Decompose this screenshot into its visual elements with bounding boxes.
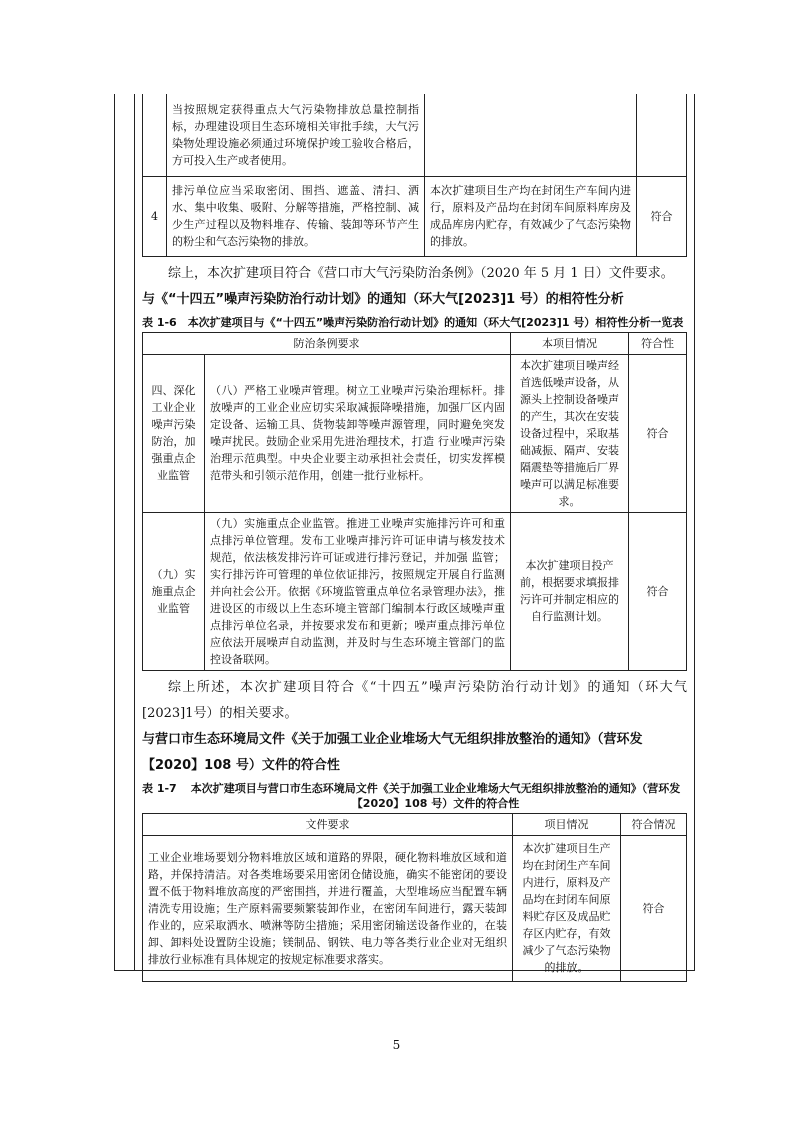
- result-cell: 符合: [629, 512, 687, 670]
- table-1-6: [142, 332, 687, 671]
- outer-table-left-column: [134, 94, 135, 970]
- table-row: [143, 835, 687, 981]
- section-title-noise: 与《“十四五”噪声污染防治行动计划》的通知（环大气[2023]1 号）的相符性分析: [142, 291, 624, 307]
- situation-cell: 本次扩建项目噪声经首选低噪声设备，从源头上控制设备噪声的产生，其次在安装设备过程中，采取基础减振、隔声、安装隔震垫等措施后厂界噪声可以满足标准要求。: [511, 354, 629, 512]
- table-row: [143, 176, 687, 256]
- result-cell: 符合: [621, 835, 687, 981]
- summary-paragraph-1: 综上，本次扩建项目符合《营口市大气污染防治条例》（2020 年 5 月 1 日）文件要求。: [168, 265, 674, 281]
- row-number: 4: [143, 176, 167, 256]
- category-cell: （九）实施重点企业监管: [143, 512, 205, 670]
- table-row: [143, 512, 687, 670]
- table-caption-text: 本次扩建项目与营口市生态环境局文件《关于加强工业企业堆场大气无组织排放整治的通知》（营环发【2020】108 号）文件的符合性: [190, 781, 681, 810]
- table-caption-1-6: [142, 315, 687, 330]
- result-cell: [637, 94, 687, 176]
- requirement-cell: 工业企业堆场要划分物料堆放区域和道路的界限，硬化物料堆放区域和道路，并保持清洁。对各类堆场要采用密闭仓储设施，确实不能密闭的要设置不低于物料堆放高度的严密围挡，并进行覆盖，大型堆场应当配置车辆清洗专用设施；生产原料需要频繁装卸作业，在密闭车间进行，露天装卸作业的，应采取洒水、喷淋等防尘措施；采用密闭输送设备作业的，在装卸、卸料处设置防尘设施；镁制品、钢铁、电力等各类行业企业对无组织排放行业标准有具体规定的按规定标准要求落实。: [143, 835, 513, 981]
- table-continued: [142, 94, 687, 257]
- requirement-cell: 当按照规定获得重点大气污染物排放总量控制指标，办理建设项目生态环境相关审批手续，大气污染物处理设施必须通过环境保护竣工验收合格后，方可投入生产或者使用。: [167, 94, 425, 176]
- requirement-cell: 排污单位应当采取密闭、围挡、遮盖、清扫、洒水、集中收集、吸附、分解等措施，严格控制、减少生产过程以及物料堆存、传输、装卸等环节产生的粉尘和气态污染物的排放。: [167, 176, 425, 256]
- summary-paragraph-2: 综上所述，本次扩建项目符合《“十四五”噪声污染防治行动计划》的通知（环大气[2023]1号）的相关要求。: [142, 679, 687, 721]
- situation-cell: 本次扩建项目生产均在封闭生产车间内进行，原料及产品均在封闭车间原料贮存区及成品贮存区内贮存，有效减少了气态污染物的排放。: [513, 835, 621, 981]
- requirement-cell: （九）实施重点企业监管。推进工业噪声实施排污许可和重点排污单位管理。发布工业噪声排污许可证申请与核发技术规范，依法核发排污许可证或进行排污登记，并加强 监管；实行排污许可管理的单位依证排污，按照规定开展自行监测并向社会公开。依据《环境监管重点单位名录管理办法》，推进设区的市级以上生态环境主管部门编制本行政区域噪声重点排污单位名录，并按要求发布和更新；噪声重点排污单位应依法开展噪声自动监测，并及时与生态环境主管部门的监控设备联网。: [205, 512, 511, 670]
- header-situation: 项目情况: [513, 813, 621, 835]
- table-header-row: [143, 332, 687, 354]
- table-row: [143, 94, 687, 176]
- page-content: [142, 94, 687, 982]
- table-caption-text: 本次扩建项目与《“十四五”噪声污染防治行动计划》的通知（环大气[2023]1 号）相符性分析一览表: [187, 315, 684, 329]
- table-1-7: [142, 813, 687, 982]
- situation-cell: [425, 94, 637, 176]
- table-row: [143, 354, 687, 512]
- situation-cell: 本次扩建项目投产前，根据要求填报排污许可并制定相应的自行监测计划。: [511, 512, 629, 670]
- situation-cell: 本次扩建项目生产均在封闭生产车间内进行，原料及产品均在封闭车间原料库房及成品库房内贮存，有效减少了气态污染物的排放。: [425, 176, 637, 256]
- page-number: 5: [392, 1038, 401, 1052]
- requirement-cell: （八）严格工业噪声管理。树立工业噪声污染治理标杆。排放噪声的工业企业应切实采取减振降噪措施，加强厂区内固定设备、运输工具、货物装卸等噪声源管理，同时避免突发噪声扰民。鼓励企业采用先进治理技术，打造 行业噪声污染治理示范典型。中央企业要主动承担社会责任，切实发挥模范带头和引领示范作用，创建一批行业标杆。: [205, 354, 511, 512]
- category-cell: 四、深化工业企业噪声污染防治，加强重点企业监管: [143, 354, 205, 512]
- table-number: 表 1-7: [142, 781, 177, 795]
- header-requirement: 防治条例要求: [143, 332, 511, 354]
- header-situation: 本项目情况: [511, 332, 629, 354]
- header-requirement: 文件要求: [143, 813, 513, 835]
- header-compliance: 符合情况: [621, 813, 687, 835]
- section-title-yard: 与营口市生态环境局文件《关于加强工业企业堆场大气无组织排放整治的通知》（营环发【2020】108 号）文件的符合性: [142, 731, 643, 773]
- table-number: 表 1-6: [142, 315, 177, 329]
- table-header-row: [143, 813, 687, 835]
- result-cell: 符合: [629, 354, 687, 512]
- table-caption-1-7: [142, 781, 687, 811]
- row-number: [143, 94, 167, 176]
- header-compliance: 符合性: [629, 332, 687, 354]
- result-cell: 符合: [637, 176, 687, 256]
